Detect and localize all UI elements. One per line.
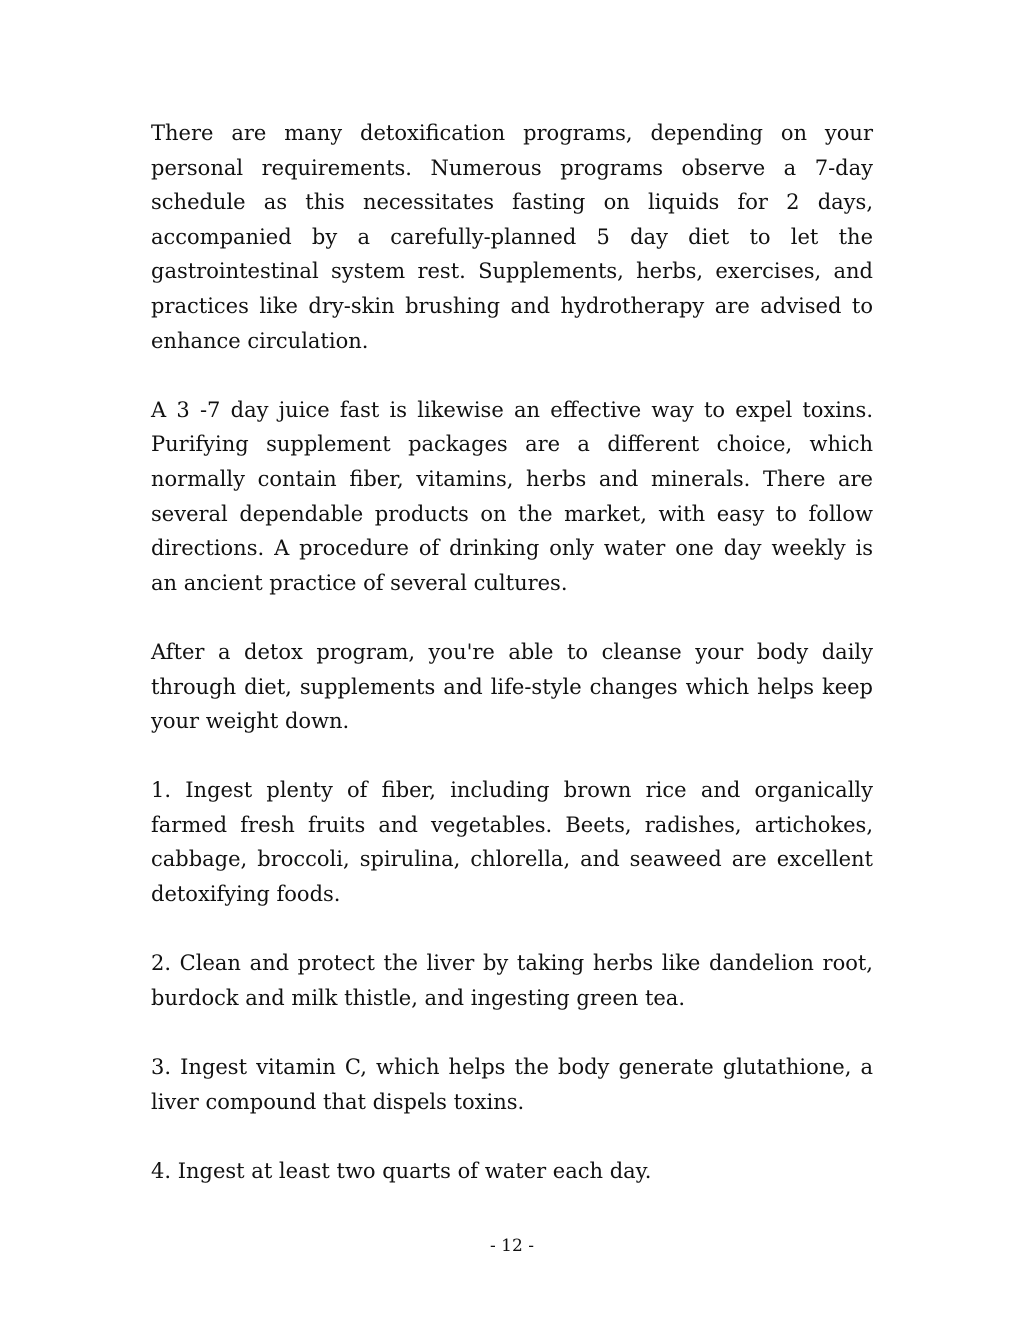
list-item-vitamin-c: 3. Ingest vitamin C, which helps the body generate glutathione, a liver compound that dispels toxins. [151,1055,873,1114]
page-body [151,116,873,1188]
paragraph-juice-fast: A 3 -7 day juice fast is likewise an effective way to expel toxins. Purifying supplement packages are a different choice, which normally contain fiber, vitamins, herbs and minerals. There are several dependable products on the market, with easy to follow directions. A procedure of drinking only water one day weekly is an ancient practice of several cultures. [151,397,873,595]
list-item-liver: 2. Clean and protect the liver by taking herbs like dandelion root, burdock and milk thistle, and ingesting green tea. [151,951,873,1010]
paragraph-after-detox: After a detox program, you're able to cleanse your body daily through diet, supplements and life-style changes which helps keep your weight down. [151,639,873,734]
list-item-fiber: 1. Ingest plenty of fiber, including brown rice and organically farmed fresh fruits and vegetables. Beets, radishes, artichokes, cabbage, broccoli, spirulina, chlorella, and seaweed are excellent detoxifying foods. [151,778,873,907]
list-item-water: 4. Ingest at least two quarts of water each day. [151,1158,652,1183]
paragraph-detox-programs: There are many detoxification programs, depending on your personal requirements. Numerous programs observe a 7-day schedule as this necessitates fasting on liquids for 2 days, accompanied by a carefully-planned 5 day diet to let the gastrointestinal system rest. Supplements, herbs, exercises, and practices like dry-skin brushing and hydrotherapy are advised to enhance circulation. [151,121,873,353]
page-number: - 12 - [490,1236,534,1256]
